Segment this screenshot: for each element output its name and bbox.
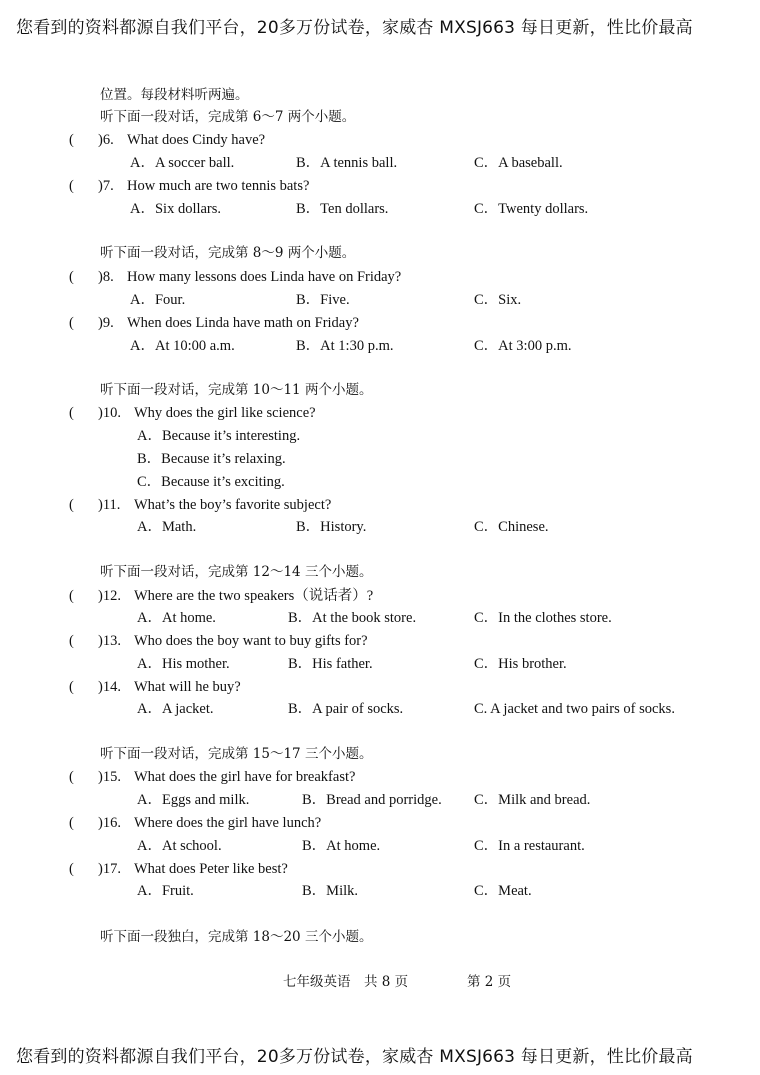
question-text: How many lessons does Linda have on Friday? <box>127 269 402 285</box>
option-a: A．A soccer ball. <box>130 155 235 171</box>
option-a: A．At 10:00 a.m. <box>130 338 235 354</box>
answer-bracket: ( <box>69 405 74 421</box>
question-number: )12. <box>98 588 121 604</box>
option-c: C．Because it’s exciting. <box>137 474 285 490</box>
question-text: Where does the girl have lunch? <box>134 815 322 831</box>
option-b: B．A pair of socks. <box>288 701 404 717</box>
answer-bracket: ( <box>69 269 74 285</box>
section-heading: 听下面一段独白，完成第 18～20 三个小题。 <box>100 929 373 945</box>
option-b: B．At home. <box>302 838 381 854</box>
option-a: A．A jacket. <box>137 701 214 717</box>
option-b: B．History. <box>296 519 367 535</box>
question-text: Who does the boy want to buy gifts for? <box>134 633 368 649</box>
answer-bracket: ( <box>69 132 74 148</box>
question-text: What does Cindy have? <box>127 132 266 148</box>
question-text: What will he buy? <box>134 679 241 695</box>
question-number: )13. <box>98 633 121 649</box>
answer-bracket: ( <box>69 815 74 831</box>
question-number: )8. <box>98 269 114 285</box>
question-text: How much are two tennis bats? <box>127 178 310 194</box>
section-heading: 听下面一段对话，完成第 12～14 三个小题。 <box>100 564 373 580</box>
option-b: B．Bread and porridge. <box>302 792 442 808</box>
question-number: )17. <box>98 861 121 877</box>
question-number: )14. <box>98 679 121 695</box>
option-b: B．Ten dollars. <box>296 201 389 217</box>
question-text: When does Linda have math on Friday? <box>127 315 359 331</box>
bottom-banner: 您看到的资料都源自我们平台，20多万份试卷，家威杏 MXSJ663 每日更新，性比价最高 <box>16 1047 693 1067</box>
option-c: C．His brother. <box>474 656 567 672</box>
answer-bracket: ( <box>69 588 74 604</box>
page-footer-left: 七年级英语 共 8 页 <box>283 974 409 990</box>
question-text: What does Peter like best? <box>134 861 288 877</box>
option-c: C．Meat. <box>474 883 532 899</box>
question-number: )9. <box>98 315 114 331</box>
answer-bracket: ( <box>69 178 74 194</box>
answer-bracket: ( <box>69 861 74 877</box>
option-a: A．Because it’s interesting. <box>137 428 301 444</box>
section-heading: 听下面一段对话，完成第 15～17 三个小题。 <box>100 746 373 762</box>
option-a: A．At school. <box>137 838 222 854</box>
answer-bracket: ( <box>69 769 74 785</box>
option-c: C．In the clothes store. <box>474 610 612 626</box>
option-c: C．At 3:00 p.m. <box>474 338 572 354</box>
question-text: Why does the girl like science? <box>134 405 316 421</box>
question-text: Where are the two speakers（说话者）? <box>134 588 374 604</box>
option-a: A．Math. <box>137 519 197 535</box>
answer-bracket: ( <box>69 315 74 331</box>
option-a: A．Six dollars. <box>130 201 222 217</box>
question-number: )15. <box>98 769 121 785</box>
answer-bracket: ( <box>69 679 74 695</box>
option-b: B．A tennis ball. <box>296 155 398 171</box>
option-b: B．Milk. <box>302 883 358 899</box>
section-heading: 听下面一段对话，完成第 10～11 两个小题。 <box>100 382 373 398</box>
section-heading: 听下面一段对话，完成第 6～7 两个小题。 <box>100 109 356 125</box>
section-heading: 听下面一段对话，完成第 8～9 两个小题。 <box>100 245 356 261</box>
option-b: B．Because it’s relaxing. <box>137 451 286 467</box>
option-c: C．A baseball. <box>474 155 563 171</box>
answer-bracket: ( <box>69 497 74 513</box>
option-c: C. A jacket and two pairs of socks. <box>474 701 675 717</box>
option-b: B．His father. <box>288 656 373 672</box>
option-b: B．At the book store. <box>288 610 417 626</box>
option-a: A．His mother. <box>137 656 230 672</box>
option-a: A．Four. <box>130 292 186 308</box>
option-c: C．Twenty dollars. <box>474 201 589 217</box>
top-banner: 您看到的资料都源自我们平台，20多万份试卷，家威杏 MXSJ663 每日更新，性比价最高 <box>16 18 693 38</box>
intro-text: 位置。每段材料听两遍。 <box>100 87 249 103</box>
option-c: C．In a restaurant. <box>474 838 585 854</box>
option-a: A．At home. <box>137 610 216 626</box>
question-text: What does the girl have for breakfast? <box>134 769 356 785</box>
answer-bracket: ( <box>69 633 74 649</box>
question-number: )16. <box>98 815 121 831</box>
question-number: )10. <box>98 405 121 421</box>
option-b: B．Five. <box>296 292 350 308</box>
option-a: A．Fruit. <box>137 883 194 899</box>
question-number: )11. <box>98 497 121 513</box>
question-text: What’s the boy’s favorite subject? <box>134 497 332 513</box>
option-b: B．At 1:30 p.m. <box>296 338 394 354</box>
option-c: C．Milk and bread. <box>474 792 591 808</box>
option-c: C．Six. <box>474 292 522 308</box>
page-number: 第 2 页 <box>467 974 512 990</box>
option-c: C．Chinese. <box>474 519 549 535</box>
question-number: )7. <box>98 178 114 194</box>
option-a: A．Eggs and milk. <box>137 792 250 808</box>
question-number: )6. <box>98 132 114 148</box>
